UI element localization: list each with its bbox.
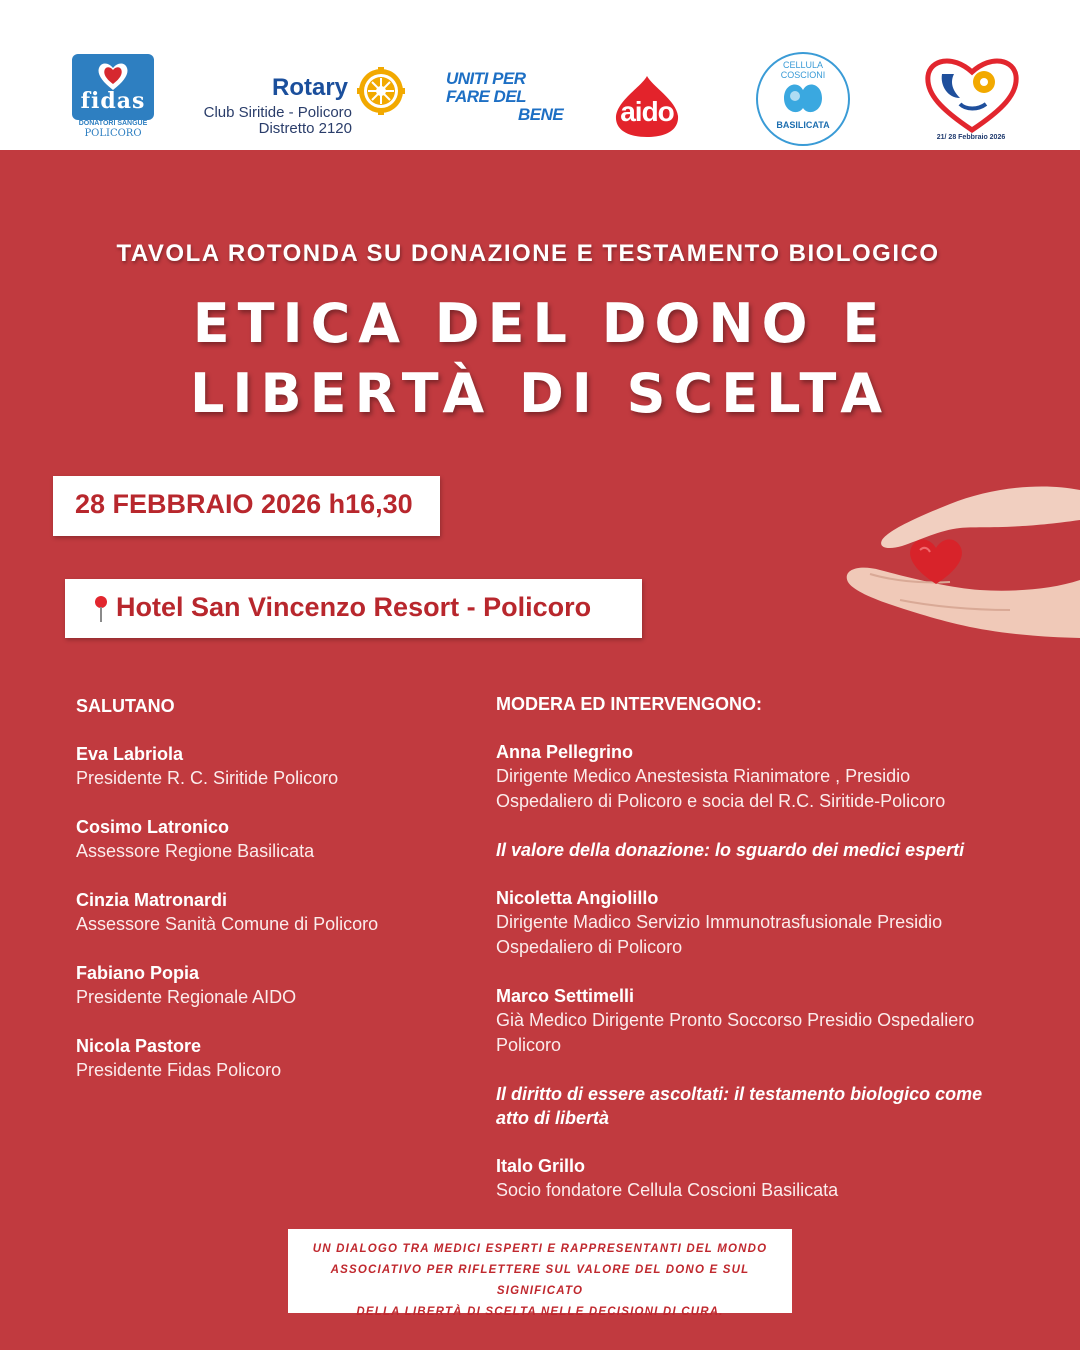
person-name: Cosimo Latronico <box>76 817 230 837</box>
footer-description-box <box>288 1229 792 1318</box>
greeting-person <box>76 1034 476 1083</box>
event-subtitle: TAVOLA ROTONDA SU DONAZIONE E TESTAMENTO BIOLOGICO <box>116 240 940 267</box>
greeting-person <box>76 961 476 1010</box>
person-role-line: Policoro <box>496 1035 562 1055</box>
person-name: Marco Settimelli <box>496 986 635 1006</box>
person-role: Assessore Regione Basilicata <box>76 841 315 861</box>
person-role-line: Già Medico Dirigente Pronto Soccorso Presidio Ospedaliero <box>496 1010 975 1030</box>
fidas-location: POLICORO <box>84 128 142 139</box>
person-name: Cinzia Matronardi <box>76 890 228 910</box>
hands-holding-heart-image <box>840 470 1080 650</box>
person-name: Italo Grillo <box>496 1156 586 1176</box>
person-role: Assessore Sanità Comune di Policoro <box>76 914 379 934</box>
greeting-person <box>76 888 476 937</box>
person-name: Nicoletta Angiolillo <box>496 888 659 908</box>
event-title-line-1: ETICA DEL DONO E <box>192 292 888 355</box>
event-title-line-2: LIBERTÀ DI SCELTA <box>190 362 890 425</box>
moderator <box>496 740 1036 814</box>
person-name: Anna Pellegrino <box>496 742 634 762</box>
location-pin-icon <box>93 595 109 623</box>
person-role-line: Dirigente Medico Anestesista Rianimatore , Presidio <box>496 766 911 786</box>
person-role-line: Ospedaliero di Policoro e socia del R.C. Siritide-Policoro <box>496 791 946 811</box>
logo-header: fidas DONATORI SANGUE POLICORO Rotary Club Siritide - Policoro Distretto 2120 UNITI PER FARE DEL BENE aido CELLULA COSCIONI BASILICATA 21/ 28 Febbraio 2026 <box>0 0 1080 150</box>
fidas-subtitle: DONATORI SANGUE <box>78 120 148 127</box>
rotary-wheel-icon <box>356 66 406 116</box>
person-role: Presidente Regionale AIDO <box>76 987 297 1007</box>
event-place: Hotel San Vincenzo Resort - Policoro <box>116 592 592 622</box>
person-role: Presidente Fidas Policoro <box>76 1060 282 1080</box>
session-topic-2: Il diritto di essere ascoltati: il testamento biologico come atto di libertà <box>496 1084 983 1128</box>
speakers-column <box>496 692 1036 1203</box>
coscioni-cell-icon <box>778 76 828 120</box>
person-role: Presidente R. C. Siritide Policoro <box>76 768 339 788</box>
greetings-heading: SALUTANO <box>76 696 175 716</box>
greeting-person <box>76 742 476 791</box>
event-date: 28 FEBBRAIO 2026 h16,30 <box>75 489 413 519</box>
speaker <box>496 886 1036 960</box>
speaker <box>496 984 1036 1058</box>
date-box <box>53 476 440 536</box>
person-name: Nicola Pastore <box>76 1036 202 1056</box>
footer-description: UN DIALOGO TRA MEDICI ESPERTI E RAPPRESENTANTI DEL MONDO ASSOCIATIVO PER RIFLETTERE SUL VALORE DEL DONO E SUL SIGNIFICATO DELLA LIBERTÀ DI SCELTA NELLE DECISIONI DI CURA. <box>312 1243 768 1318</box>
greetings-column <box>76 694 476 1083</box>
person-role-line: Socio fondatore Cellula Coscioni Basilicata <box>496 1180 839 1200</box>
speaker <box>496 1154 1036 1203</box>
greeting-person <box>76 815 476 864</box>
session-topic-1: Il valore della donazione: lo sguardo dei medici esperti <box>496 840 965 860</box>
person-role-line: Dirigente Madico Servizio Immunotrasfusionale Presidio <box>496 912 943 932</box>
place-box <box>65 579 642 638</box>
person-name: Eva Labriola <box>76 744 184 764</box>
person-name: Fabiano Popia <box>76 963 200 983</box>
heart-hands-icon <box>922 52 1022 134</box>
speakers-heading: MODERA ED INTERVENGONO: <box>496 694 763 714</box>
person-role-line: Ospedaliero di Policoro <box>496 937 683 957</box>
uniti-per-fare-del-bene-logo: UNITI PER FARE DEL BENE <box>446 69 564 124</box>
